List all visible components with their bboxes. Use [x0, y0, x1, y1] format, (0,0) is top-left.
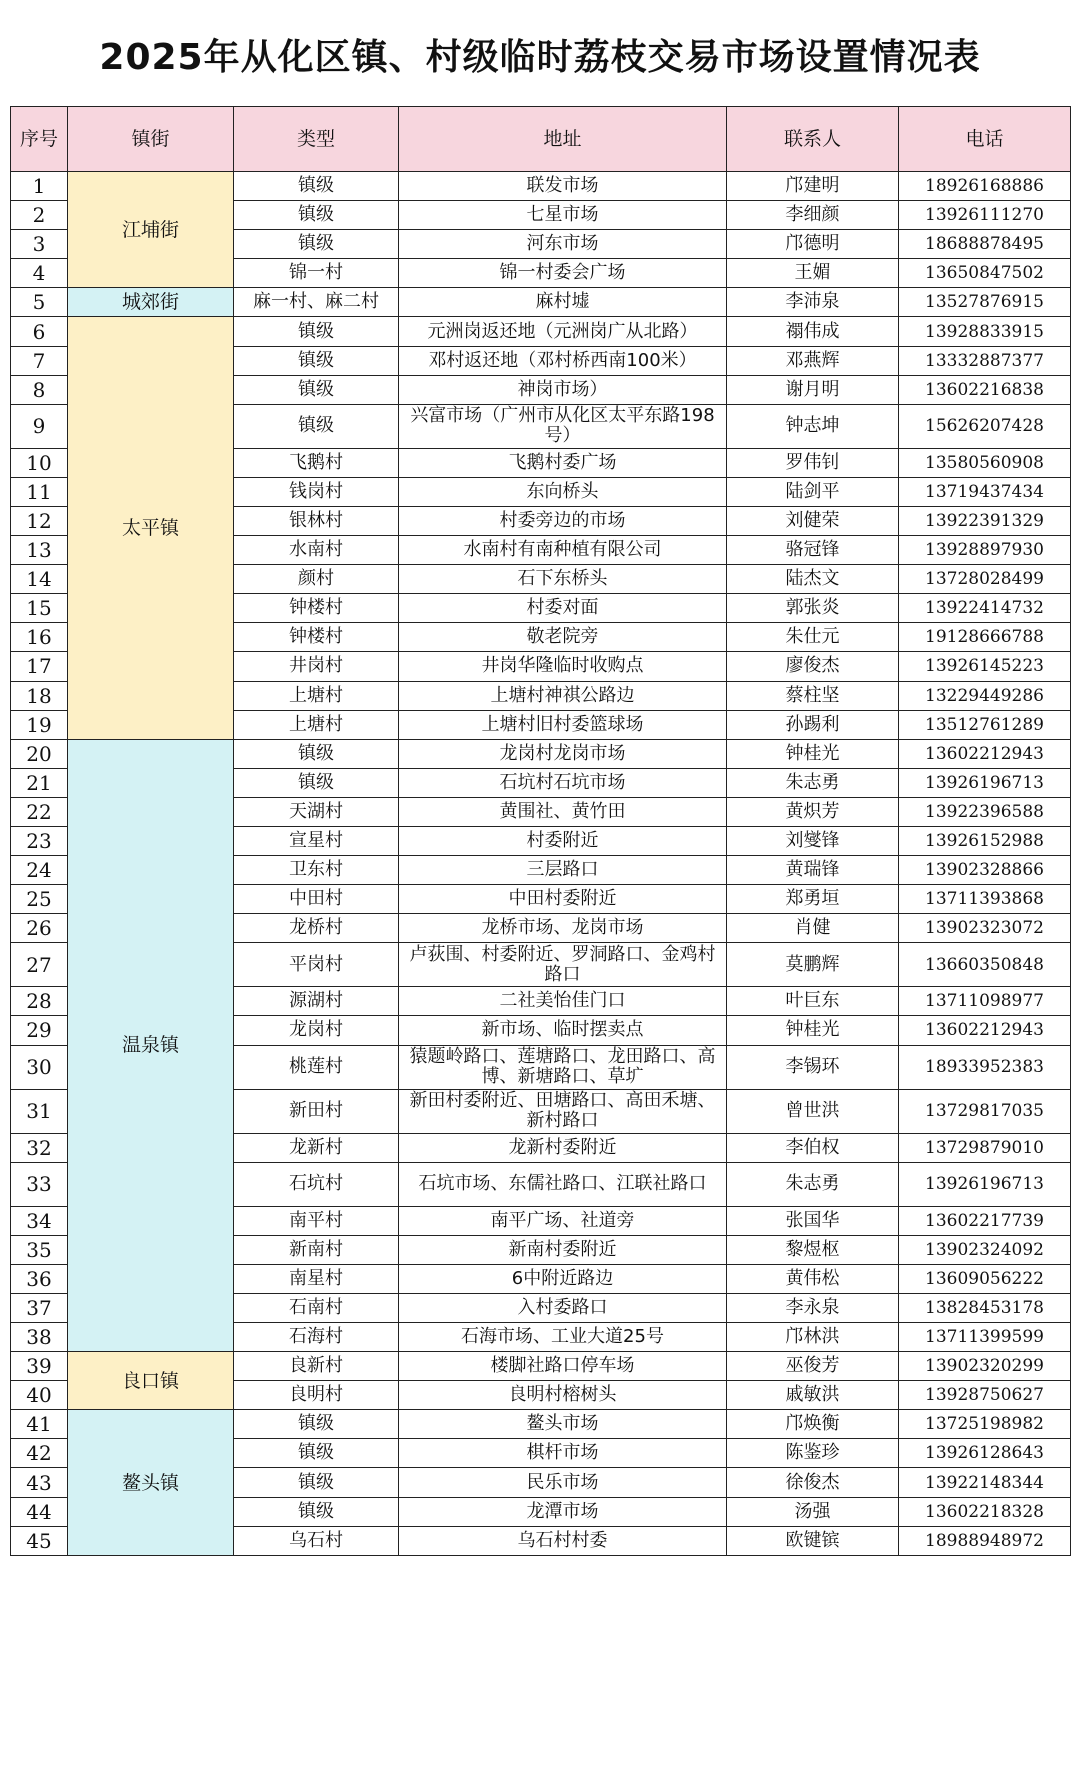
- row-index: 15: [11, 594, 68, 623]
- table-row: [11, 1410, 1071, 1439]
- row-phone: 13729879010: [899, 1133, 1071, 1162]
- row-address: 七星市场: [399, 201, 727, 230]
- row-phone: 13926196713: [899, 768, 1071, 797]
- row-type: 钟楼村: [234, 623, 399, 652]
- row-contact: 郭张炎: [727, 594, 899, 623]
- row-type: 锦一村: [234, 259, 399, 288]
- row-contact: 邓燕辉: [727, 346, 899, 375]
- row-type: 水南村: [234, 536, 399, 565]
- row-phone: 13926152988: [899, 826, 1071, 855]
- row-index: 10: [11, 448, 68, 477]
- row-index: 8: [11, 375, 68, 404]
- row-phone: 13928750627: [899, 1381, 1071, 1410]
- row-index: 27: [11, 943, 68, 987]
- row-type: 镇级: [234, 1468, 399, 1497]
- row-address: 猿题岭路口、莲塘路口、龙田路口、高博、新塘路口、草圹: [399, 1045, 727, 1089]
- row-address: 元洲岗返还地（元洲岗广从北路）: [399, 317, 727, 346]
- row-index: 44: [11, 1497, 68, 1526]
- row-type: 镇级: [234, 230, 399, 259]
- header-address: 地址: [399, 107, 727, 172]
- row-phone: 18688878495: [899, 230, 1071, 259]
- row-index: 2: [11, 201, 68, 230]
- row-index: 6: [11, 317, 68, 346]
- row-type: 南星村: [234, 1264, 399, 1293]
- row-phone: 13229449286: [899, 681, 1071, 710]
- row-contact: 黎煜枢: [727, 1235, 899, 1264]
- row-index: 35: [11, 1235, 68, 1264]
- row-contact: 王媚: [727, 259, 899, 288]
- row-type: 镇级: [234, 1410, 399, 1439]
- row-contact: 巫俊芳: [727, 1352, 899, 1381]
- row-phone: 13602216838: [899, 375, 1071, 404]
- row-address: 鳌头市场: [399, 1410, 727, 1439]
- page-title: 2025年从化区镇、村级临时荔枝交易市场设置情况表: [99, 36, 981, 78]
- row-address: 三层路口: [399, 856, 727, 885]
- row-address: 井岗华隆临时收购点: [399, 652, 727, 681]
- town-cell: 江埔街: [68, 172, 234, 288]
- row-type: 新南村: [234, 1235, 399, 1264]
- row-phone: 13902324092: [899, 1235, 1071, 1264]
- row-contact: 欧键镔: [727, 1526, 899, 1555]
- row-phone: 13922414732: [899, 594, 1071, 623]
- row-index: 42: [11, 1439, 68, 1468]
- row-index: 38: [11, 1323, 68, 1352]
- row-address: 石坑村石坑市场: [399, 768, 727, 797]
- row-address: 新南村委附近: [399, 1235, 727, 1264]
- row-type: 镇级: [234, 404, 399, 448]
- row-type: 镇级: [234, 1439, 399, 1468]
- row-address: 新田村委附近、田塘路口、高田禾塘、新村路口: [399, 1089, 727, 1133]
- row-phone: 18926168886: [899, 172, 1071, 201]
- row-type: 南平村: [234, 1206, 399, 1235]
- row-index: 12: [11, 506, 68, 535]
- row-index: 17: [11, 652, 68, 681]
- row-phone: 13602212943: [899, 1016, 1071, 1045]
- row-index: 14: [11, 565, 68, 594]
- row-phone: 13926128643: [899, 1439, 1071, 1468]
- row-contact: 邝焕衡: [727, 1410, 899, 1439]
- row-address: 乌石村村委: [399, 1526, 727, 1555]
- row-index: 39: [11, 1352, 68, 1381]
- row-type: 新田村: [234, 1089, 399, 1133]
- row-contact: 钟桂光: [727, 739, 899, 768]
- row-index: 7: [11, 346, 68, 375]
- row-phone: 13580560908: [899, 448, 1071, 477]
- row-contact: 叶巨东: [727, 987, 899, 1016]
- row-contact: 黄炽芳: [727, 797, 899, 826]
- row-contact: 钟桂光: [727, 1016, 899, 1045]
- row-contact: 邝建明: [727, 172, 899, 201]
- row-type: 上塘村: [234, 681, 399, 710]
- row-phone: 19128666788: [899, 623, 1071, 652]
- row-type: 石海村: [234, 1323, 399, 1352]
- row-address: 龙潭市场: [399, 1497, 727, 1526]
- row-index: 9: [11, 404, 68, 448]
- table-header-row: [11, 107, 1071, 172]
- row-contact: 刘健荣: [727, 506, 899, 535]
- row-address: 南平广场、社道旁: [399, 1206, 727, 1235]
- header-town: 镇街: [68, 107, 234, 172]
- row-phone: 13926196713: [899, 1162, 1071, 1206]
- row-index: 16: [11, 623, 68, 652]
- row-address: 龙岗村龙岗市场: [399, 739, 727, 768]
- row-phone: 13902323072: [899, 914, 1071, 943]
- row-contact: 郑勇垣: [727, 885, 899, 914]
- row-type: 龙桥村: [234, 914, 399, 943]
- row-type: 钱岗村: [234, 477, 399, 506]
- row-phone: 13922391329: [899, 506, 1071, 535]
- row-index: 40: [11, 1381, 68, 1410]
- row-contact: 蔡柱坚: [727, 681, 899, 710]
- row-address: 麻村墟: [399, 288, 727, 317]
- row-phone: 13609056222: [899, 1264, 1071, 1293]
- row-index: 3: [11, 230, 68, 259]
- row-contact: 黄伟松: [727, 1264, 899, 1293]
- row-contact: 廖俊杰: [727, 652, 899, 681]
- row-type: 镇级: [234, 201, 399, 230]
- row-address: 村委旁边的市场: [399, 506, 727, 535]
- row-type: 平岗村: [234, 943, 399, 987]
- row-address: 楼脚社路口停车场: [399, 1352, 727, 1381]
- row-contact: 李细颜: [727, 201, 899, 230]
- town-cell: 良口镇: [68, 1352, 234, 1410]
- row-index: 20: [11, 739, 68, 768]
- row-type: 镇级: [234, 768, 399, 797]
- row-phone: 13660350848: [899, 943, 1071, 987]
- header-contact: 联系人: [727, 107, 899, 172]
- row-contact: 孙踢利: [727, 710, 899, 739]
- row-index: 31: [11, 1089, 68, 1133]
- row-address: 邓村返还地（邓村桥西南100米）: [399, 346, 727, 375]
- header-phone: 电话: [899, 107, 1071, 172]
- row-phone: 13719437434: [899, 477, 1071, 506]
- row-phone: 13729817035: [899, 1089, 1071, 1133]
- row-contact: 罗伟钊: [727, 448, 899, 477]
- row-address: 二社美怡佳门口: [399, 987, 727, 1016]
- row-contact: 徐俊杰: [727, 1468, 899, 1497]
- row-phone: 18933952383: [899, 1045, 1071, 1089]
- row-phone: 13902328866: [899, 856, 1071, 885]
- row-phone: 18988948972: [899, 1526, 1071, 1555]
- row-address: 上塘村神祺公路边: [399, 681, 727, 710]
- row-phone: 13711399599: [899, 1323, 1071, 1352]
- row-phone: 13711098977: [899, 987, 1071, 1016]
- row-address: 锦一村委会广场: [399, 259, 727, 288]
- row-address: 中田村委附近: [399, 885, 727, 914]
- row-index: 28: [11, 987, 68, 1016]
- town-cell: 太平镇: [68, 317, 234, 739]
- row-address: 东向桥头: [399, 477, 727, 506]
- row-index: 26: [11, 914, 68, 943]
- row-index: 24: [11, 856, 68, 885]
- row-phone: 13926145223: [899, 652, 1071, 681]
- row-type: 龙岗村: [234, 1016, 399, 1045]
- row-address: 石海市场、工业大道25号: [399, 1323, 727, 1352]
- row-type: 乌石村: [234, 1526, 399, 1555]
- row-phone: 15626207428: [899, 404, 1071, 448]
- row-address: 石下东桥头: [399, 565, 727, 594]
- row-phone: 13728028499: [899, 565, 1071, 594]
- row-address: 民乐市场: [399, 1468, 727, 1497]
- row-address: 村委附近: [399, 826, 727, 855]
- row-index: 4: [11, 259, 68, 288]
- row-address: 龙新村委附近: [399, 1133, 727, 1162]
- row-contact: 莫鹏辉: [727, 943, 899, 987]
- row-index: 5: [11, 288, 68, 317]
- row-contact: 李伯权: [727, 1133, 899, 1162]
- row-contact: 陈鉴珍: [727, 1439, 899, 1468]
- row-index: 45: [11, 1526, 68, 1555]
- row-address: 良明村榕树头: [399, 1381, 727, 1410]
- row-type: 镇级: [234, 172, 399, 201]
- row-contact: 曾世洪: [727, 1089, 899, 1133]
- row-type: 宣星村: [234, 826, 399, 855]
- row-contact: 谢月明: [727, 375, 899, 404]
- row-address: 新市场、临时摆卖点: [399, 1016, 727, 1045]
- row-index: 37: [11, 1293, 68, 1322]
- row-type: 钟楼村: [234, 594, 399, 623]
- row-phone: 13922396588: [899, 797, 1071, 826]
- row-address: 棋杆市场: [399, 1439, 727, 1468]
- row-contact: 李沛泉: [727, 288, 899, 317]
- row-type: 中田村: [234, 885, 399, 914]
- row-contact: 戚敏洪: [727, 1381, 899, 1410]
- town-cell: 温泉镇: [68, 739, 234, 1351]
- row-type: 镇级: [234, 375, 399, 404]
- row-address: 上塘村旧村委篮球场: [399, 710, 727, 739]
- table-body: [11, 172, 1071, 1556]
- row-address: 联发市场: [399, 172, 727, 201]
- row-contact: 邝林洪: [727, 1323, 899, 1352]
- row-index: 22: [11, 797, 68, 826]
- row-contact: 禤伟成: [727, 317, 899, 346]
- row-phone: 13527876915: [899, 288, 1071, 317]
- row-address: 敬老院旁: [399, 623, 727, 652]
- row-type: 源湖村: [234, 987, 399, 1016]
- row-type: 良新村: [234, 1352, 399, 1381]
- row-contact: 陆杰文: [727, 565, 899, 594]
- row-index: 25: [11, 885, 68, 914]
- row-type: 镇级: [234, 1497, 399, 1526]
- row-address: 黄围社、黄竹田: [399, 797, 727, 826]
- row-phone: 13928897930: [899, 536, 1071, 565]
- row-address: 石坑市场、东儒社路口、江联社路口: [399, 1162, 727, 1206]
- row-type: 石南村: [234, 1293, 399, 1322]
- row-address: 水南村有南种植有限公司: [399, 536, 727, 565]
- town-cell: 城郊街: [68, 288, 234, 317]
- row-type: 井岗村: [234, 652, 399, 681]
- header-index: 序号: [11, 107, 68, 172]
- row-contact: 邝德明: [727, 230, 899, 259]
- row-type: 飞鹅村: [234, 448, 399, 477]
- row-contact: 朱志勇: [727, 1162, 899, 1206]
- row-index: 21: [11, 768, 68, 797]
- row-index: 29: [11, 1016, 68, 1045]
- town-cell: 鳌头镇: [68, 1410, 234, 1555]
- row-address: 河东市场: [399, 230, 727, 259]
- row-phone: 13902320299: [899, 1352, 1071, 1381]
- row-contact: 肖健: [727, 914, 899, 943]
- row-address: 飞鹅村委广场: [399, 448, 727, 477]
- row-index: 18: [11, 681, 68, 710]
- row-phone: 13602218328: [899, 1497, 1071, 1526]
- row-type: 镇级: [234, 346, 399, 375]
- row-address: 卢荻围、村委附近、罗洞路口、金鸡村路口: [399, 943, 727, 987]
- row-contact: 陆剑平: [727, 477, 899, 506]
- row-address: 龙桥市场、龙岗市场: [399, 914, 727, 943]
- row-type: 天湖村: [234, 797, 399, 826]
- row-contact: 钟志坤: [727, 404, 899, 448]
- row-index: 32: [11, 1133, 68, 1162]
- row-phone: 13926111270: [899, 201, 1071, 230]
- table-row: [11, 172, 1071, 201]
- row-index: 11: [11, 477, 68, 506]
- row-address: 6中附近路边: [399, 1264, 727, 1293]
- table-row: [11, 317, 1071, 346]
- row-phone: 13711393868: [899, 885, 1071, 914]
- row-phone: 13332887377: [899, 346, 1071, 375]
- row-type: 良明村: [234, 1381, 399, 1410]
- row-phone: 13928833915: [899, 317, 1071, 346]
- row-contact: 张国华: [727, 1206, 899, 1235]
- row-type: 麻一村、麻二村: [234, 288, 399, 317]
- row-type: 卫东村: [234, 856, 399, 885]
- row-index: 43: [11, 1468, 68, 1497]
- row-type: 龙新村: [234, 1133, 399, 1162]
- row-contact: 汤强: [727, 1497, 899, 1526]
- row-phone: 13602212943: [899, 739, 1071, 768]
- row-phone: 13828453178: [899, 1293, 1071, 1322]
- row-index: 34: [11, 1206, 68, 1235]
- row-address: 村委对面: [399, 594, 727, 623]
- row-index: 23: [11, 826, 68, 855]
- row-phone: 13650847502: [899, 259, 1071, 288]
- row-contact: 朱志勇: [727, 768, 899, 797]
- table-row: [11, 739, 1071, 768]
- row-phone: 13725198982: [899, 1410, 1071, 1439]
- row-contact: 刘燮锋: [727, 826, 899, 855]
- row-type: 镇级: [234, 317, 399, 346]
- row-type: 桃莲村: [234, 1045, 399, 1089]
- row-contact: 骆冠锋: [727, 536, 899, 565]
- row-contact: 李永泉: [727, 1293, 899, 1322]
- table-row: [11, 1352, 1071, 1381]
- header-type: 类型: [234, 107, 399, 172]
- row-index: 41: [11, 1410, 68, 1439]
- row-phone: 13512761289: [899, 710, 1071, 739]
- row-address: 入村委路口: [399, 1293, 727, 1322]
- market-table: [10, 106, 1071, 1556]
- row-contact: 黄瑞锋: [727, 856, 899, 885]
- row-phone: 13602217739: [899, 1206, 1071, 1235]
- row-type: 镇级: [234, 739, 399, 768]
- row-index: 33: [11, 1162, 68, 1206]
- row-type: 石坑村: [234, 1162, 399, 1206]
- row-index: 13: [11, 536, 68, 565]
- row-address: 神岗市场）: [399, 375, 727, 404]
- row-index: 1: [11, 172, 68, 201]
- row-type: 上塘村: [234, 710, 399, 739]
- row-index: 36: [11, 1264, 68, 1293]
- row-index: 30: [11, 1045, 68, 1089]
- table-row: [11, 288, 1071, 317]
- row-contact: 李锡环: [727, 1045, 899, 1089]
- row-contact: 朱仕元: [727, 623, 899, 652]
- row-type: 颜村: [234, 565, 399, 594]
- row-type: 银林村: [234, 506, 399, 535]
- row-phone: 13922148344: [899, 1468, 1071, 1497]
- row-address: 兴富市场（广州市从化区太平东路198号）: [399, 404, 727, 448]
- row-index: 19: [11, 710, 68, 739]
